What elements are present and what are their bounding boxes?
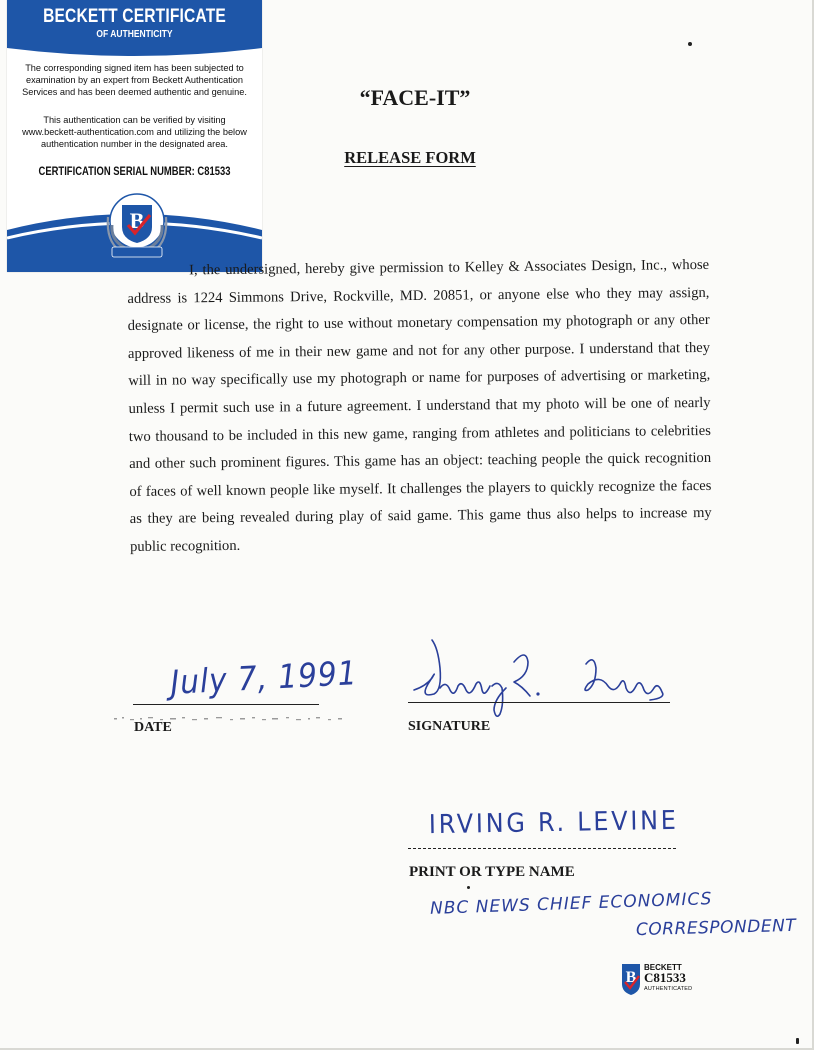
certificate-paragraph-verification: This authentication can be verified by visiting www.beckett-authentication.com and utilizing the below authentication number in the designated area. <box>22 115 247 149</box>
signature-graphic <box>410 628 670 720</box>
release-statement-paragraph: I, the undersigned, hereby give permission to Kelley & Associates Design, Inc., whose address is 1224 Simmons Drive, Rockville, MD. 20851, or anyone else who they may assign, designate or license, the right to use without monetary compensation my photograph or any other approved likeness of me in their new game and not for any other purpose. I understand that they will in no way specifically use my photograph or name for purposes of advertising or marketing, unless I permit such use in a future agreement. I understand that my photo will be one of nearly two thousand to be included in this new game, ranging from athletes and politicians to celebrities and other such prominent figures. This game has an object: teaching people the quick recognition of faces of well known people like myself. It challenges the players to quickly recognize the faces as they are being revealed during play of said game. This game thus also helps to increase my public recognition. <box>127 256 712 555</box>
svg-text:B: B <box>129 208 145 233</box>
stray-dot <box>796 1038 799 1044</box>
printed-name-line <box>408 848 676 849</box>
beckett-authentication-seal-icon <box>100 183 174 265</box>
handwritten-date: July 7, 1991 <box>169 653 359 702</box>
signature-label: SIGNATURE <box>408 719 491 734</box>
sticker-serial-number: C81533 <box>644 970 686 985</box>
date-line <box>133 704 319 705</box>
handwritten-title-line-2: CORRESPONDENT <box>635 915 797 941</box>
beckett-certificate-card <box>7 0 262 272</box>
handwritten-printed-name: IRVING R. LEVINE <box>428 805 679 841</box>
svg-text:B: B <box>625 969 637 986</box>
certificate-subtitle: OF AUTHENTICITY <box>96 29 173 40</box>
handwritten-title-line-1: NBC NEWS CHIEF ECONOMICS <box>429 889 713 919</box>
printed-name-label: PRINT OR TYPE NAME <box>409 864 575 880</box>
sticker-brand: BECKETT <box>644 963 682 972</box>
signature-line <box>408 702 670 703</box>
stray-dot <box>688 42 692 46</box>
date-label: DATE <box>134 720 172 735</box>
form-subtitle: RELEASE FORM <box>344 148 476 167</box>
certificate-paragraph-examination: The corresponding signed item has been subjected to examination by an expert from Beckett Authentication Services and has been deemed authentic and genuine. <box>22 63 247 97</box>
beckett-authentication-sticker <box>620 962 694 996</box>
stray-dot <box>467 886 470 889</box>
certificate-title: BECKETT CERTIFICATE <box>43 6 226 27</box>
beckett-b-logo-icon <box>620 962 642 996</box>
form-title: “FACE-IT” <box>359 85 471 110</box>
certificate-header-curve <box>7 40 262 62</box>
sticker-status: AUTHENTICATED <box>644 986 693 992</box>
certificate-serial-number: CERTIFICATION SERIAL NUMBER: C81533 <box>38 166 231 178</box>
